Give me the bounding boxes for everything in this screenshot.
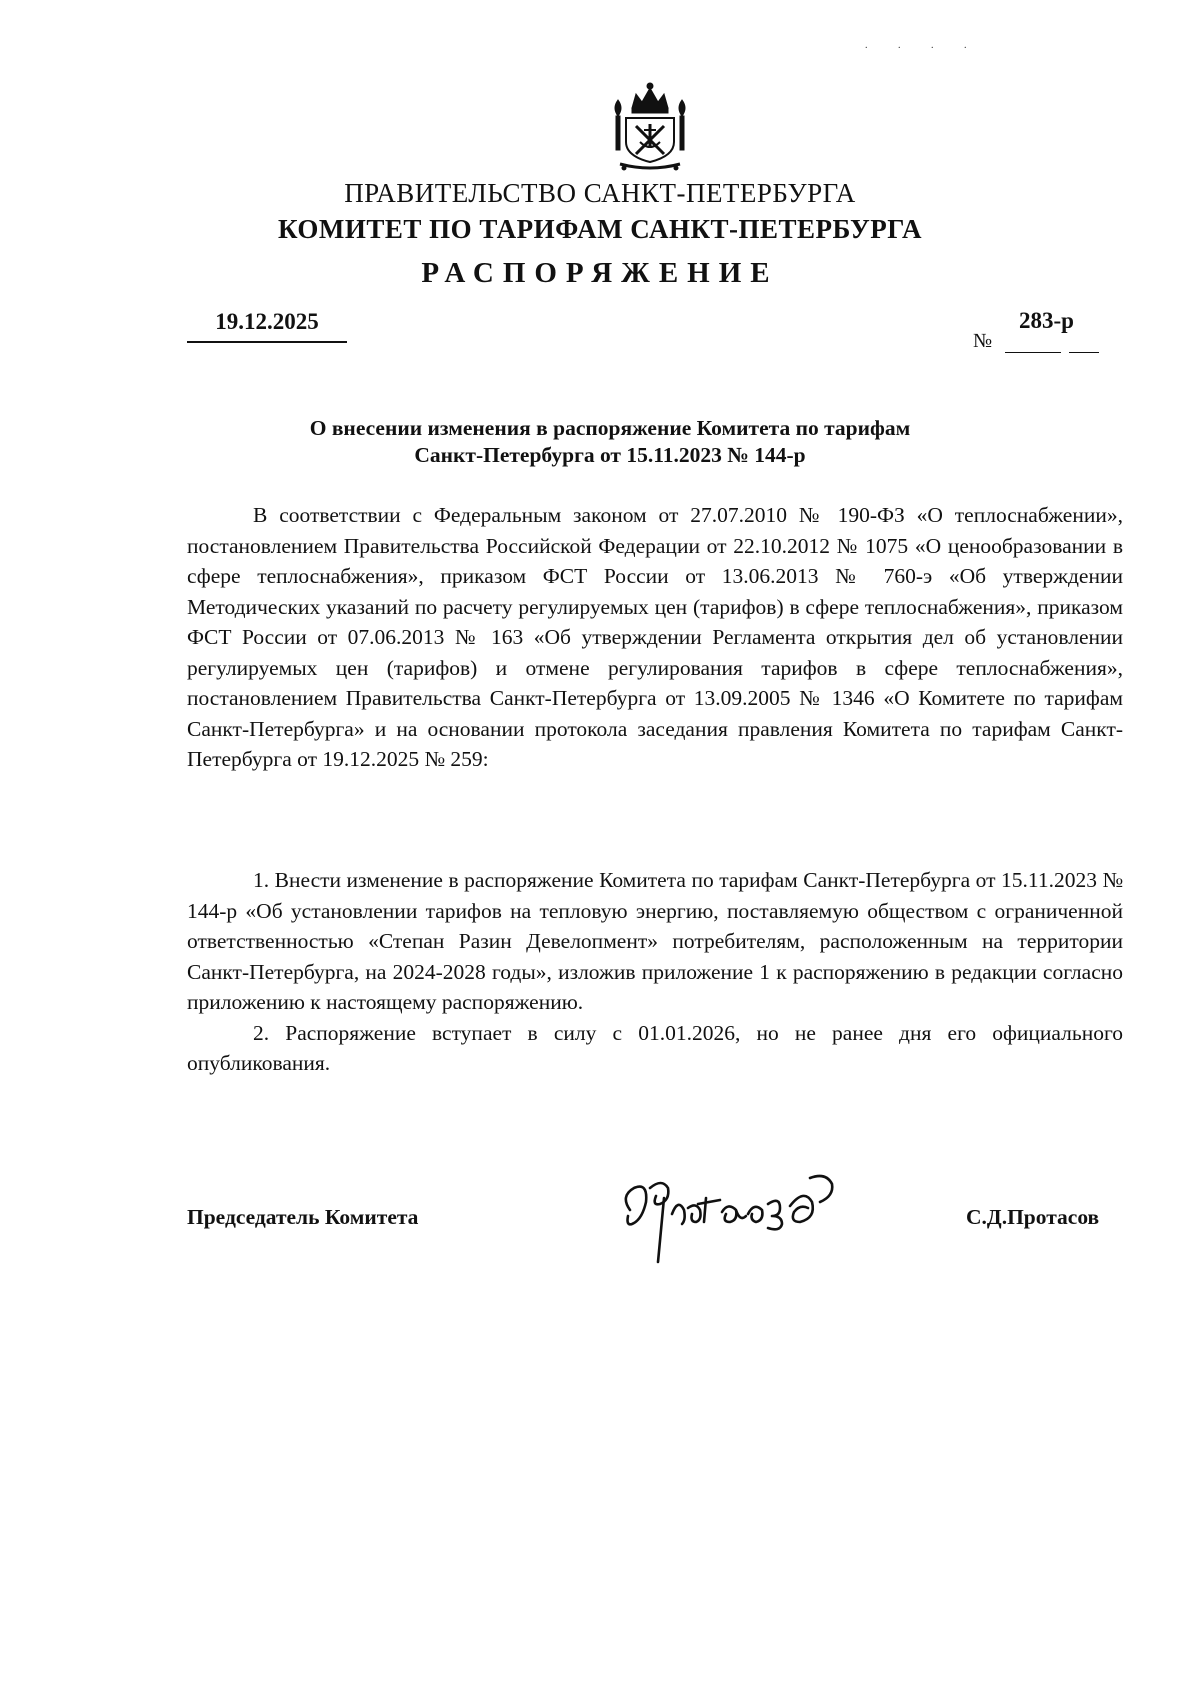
number-value: 283-р: [1019, 308, 1074, 333]
document-type-title: РАСПОРЯЖЕНИЕ: [421, 257, 779, 289]
subject-line: О внесении изменения в распоряжение Комитета по тарифам: [309, 416, 911, 440]
document-number: [973, 308, 1123, 352]
order-item-1: 1. Внести изменение в распоряжение Комитета по тарифам Санкт-Петербурга от 15.11.2023 № 144-р «Об установлении тарифов на тепловую энергию, поставляемую обществом с ограниченной ответственностью «Степан Разин Девелопмент» потребителям, расположенным на территории Санкт-Петербурга, на 2024-2028 годы», изложив приложение 1 к распоряжению в редакции согласно приложению к настоящему распоряжению.: [187, 868, 1123, 1014]
subject-line: Санкт-Петербурга от 15.11.2023 № 144-р: [414, 443, 806, 467]
handwritten-signature: [612, 1158, 862, 1268]
government-title: ПРАВИТЕЛЬСТВО САНКТ-ПЕТЕРБУРГА: [344, 178, 856, 208]
document-date: [187, 309, 347, 343]
order-item-2: 2. Распоряжение вступает в силу с 01.01.2026, но не ранее дня его официального опубликования.: [187, 1020, 1123, 1075]
preamble-text: В соответствии с Федеральным законом от 27.07.2010 № 190-ФЗ «О теплоснабжении», постановлением Правительства Российской Федерации от 22.10.2012 № 1075 «О ценообразовании в сфере теплоснабжения», приказом ФСТ России от 13.06.2013 № 760-э «Об утверждении Методических указаний по расчету регулируемых цен (тарифов) в сфере теплоснабжения», приказом ФСТ России от 07.06.2013 № 163 «Об утверждении Регламента открытия дел об установлении регулируемых цен (тарифов) и отмене регулирования тарифов в сфере теплоснабжения», постановлением Правительства Санкт-Петербурга от 13.09.2005 № 1346 «О Комитете по тарифам Санкт-Петербурга» и на основании протокола заседания правления Комитета по тарифам Санкт-Петербурга от 19.12.2025 № 259:: [187, 503, 1123, 771]
number-underline: [1069, 352, 1099, 353]
document-subject: [180, 415, 1040, 469]
signatory-role: Председатель Комитета: [187, 1205, 419, 1229]
number-sign: №: [973, 330, 993, 352]
order-items: [187, 865, 1123, 1079]
date-value: 19.12.2025: [215, 309, 319, 334]
signatory-name: С.Д.Протасов: [966, 1205, 1100, 1229]
preamble-paragraph: [187, 500, 1123, 775]
committee-title: КОМИТЕТ ПО ТАРИФАМ САНКТ-ПЕТЕРБУРГА: [278, 214, 922, 244]
date-underline: [187, 341, 347, 343]
scan-specks: . . . .: [865, 40, 981, 51]
coat-of-arms-icon: [610, 78, 690, 174]
number-underline: [1005, 352, 1061, 353]
